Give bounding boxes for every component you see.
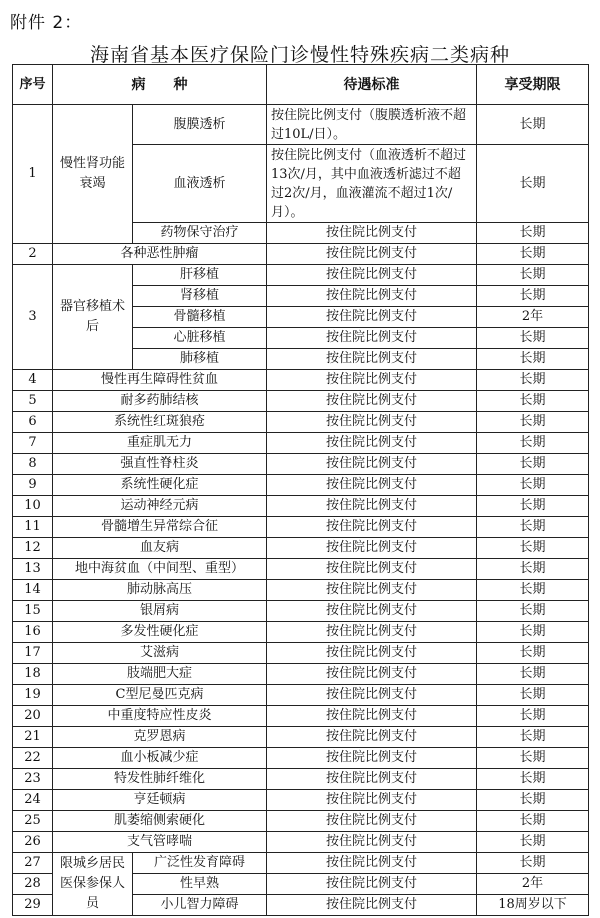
row-standard: 按住院比例支付 — [267, 685, 477, 706]
row-standard: 按住院比例支付 — [267, 853, 477, 874]
row-period: 长期 — [477, 832, 589, 853]
row-seq: 4 — [13, 370, 53, 391]
row-standard: 按住院比例支付 — [267, 496, 477, 517]
row-period: 长期 — [477, 664, 589, 685]
row-name: 强直性脊柱炎 — [53, 454, 267, 475]
row-seq: 12 — [13, 538, 53, 559]
table-row — [13, 391, 589, 412]
table-row — [13, 706, 589, 727]
row-standard: 按住院比例支付（腹膜透析液不超过10L/日）。 — [267, 105, 477, 145]
row-name: 耐多药肺结核 — [53, 391, 267, 412]
row-standard: 按住院比例支付 — [267, 895, 477, 916]
row-standard: 按住院比例支付 — [267, 244, 477, 265]
table-row — [13, 853, 589, 874]
row-name: 系统性红斑狼疮 — [53, 412, 267, 433]
row-seq: 23 — [13, 769, 53, 790]
row-seq: 13 — [13, 559, 53, 580]
row-seq: 25 — [13, 811, 53, 832]
row-period: 长期 — [477, 105, 589, 145]
table-row — [13, 748, 589, 769]
table-row — [13, 769, 589, 790]
table-row — [13, 685, 589, 706]
row-name: 骨髓增生异常综合征 — [53, 517, 267, 538]
row-period: 长期 — [477, 145, 589, 223]
row-standard: 按住院比例支付 — [267, 727, 477, 748]
row-period: 长期 — [477, 433, 589, 454]
table-row — [13, 559, 589, 580]
table-row — [13, 622, 589, 643]
row-subname: 心脏移植 — [133, 328, 267, 349]
row-name: 克罗恩病 — [53, 727, 267, 748]
row-name: 多发性硬化症 — [53, 622, 267, 643]
table-row — [13, 496, 589, 517]
table-row — [13, 601, 589, 622]
row-period: 长期 — [477, 727, 589, 748]
row-standard: 按住院比例支付 — [267, 706, 477, 727]
row-name: 肢端肥大症 — [53, 664, 267, 685]
row-standard: 按住院比例支付 — [267, 433, 477, 454]
row-name: 运动神经元病 — [53, 496, 267, 517]
row-seq: 22 — [13, 748, 53, 769]
row-standard: 按住院比例支付 — [267, 475, 477, 496]
table-row — [13, 370, 589, 391]
row-standard: 按住院比例支付 — [267, 538, 477, 559]
row-period: 长期 — [477, 496, 589, 517]
row-seq: 17 — [13, 643, 53, 664]
header-standard: 待遇标准 — [267, 65, 477, 105]
row-period: 长期 — [477, 748, 589, 769]
table-row — [13, 475, 589, 496]
row-seq: 3 — [13, 265, 53, 370]
row-period: 长期 — [477, 643, 589, 664]
row-period: 长期 — [477, 601, 589, 622]
row-subname: 血液透析 — [133, 145, 267, 223]
header-period: 享受期限 — [477, 65, 589, 105]
row-seq: 24 — [13, 790, 53, 811]
row-standard: 按住院比例支付 — [267, 328, 477, 349]
table-row — [13, 580, 589, 601]
table-row — [13, 433, 589, 454]
row-period: 2年 — [477, 307, 589, 328]
table-row — [13, 105, 589, 145]
row-name: 肺动脉高压 — [53, 580, 267, 601]
row-seq: 28 — [13, 874, 53, 895]
row-standard: 按住院比例支付 — [267, 622, 477, 643]
row-subname: 肺移植 — [133, 349, 267, 370]
row-seq: 18 — [13, 664, 53, 685]
row-seq: 2 — [13, 244, 53, 265]
row-seq: 21 — [13, 727, 53, 748]
row-standard: 按住院比例支付（血液透析不超过13次/月，其中血液透析滤过不超过2次/月，血液灌流不超过1次/月）。 — [267, 145, 477, 223]
row-period: 长期 — [477, 517, 589, 538]
row-period: 长期 — [477, 811, 589, 832]
row-subname: 广泛性发育障碍 — [133, 853, 267, 874]
row-subname: 药物保守治疗 — [133, 223, 267, 244]
row-seq: 27 — [13, 853, 53, 874]
row-seq: 19 — [13, 685, 53, 706]
row-standard: 按住院比例支付 — [267, 580, 477, 601]
row-seq: 20 — [13, 706, 53, 727]
table-row — [13, 265, 589, 286]
row-period: 长期 — [477, 622, 589, 643]
document-title: 海南省基本医疗保险门诊慢性特殊疾病二类病种 — [89, 44, 510, 66]
row-group: 慢性肾功能衰竭 — [53, 105, 133, 244]
row-standard: 按住院比例支付 — [267, 769, 477, 790]
table-row — [13, 244, 589, 265]
row-period: 长期 — [477, 244, 589, 265]
table-row — [13, 538, 589, 559]
row-name: 各种恶性肿瘤 — [53, 244, 267, 265]
row-name: 慢性再生障碍性贫血 — [53, 370, 267, 391]
row-seq: 14 — [13, 580, 53, 601]
row-standard: 按住院比例支付 — [267, 874, 477, 895]
row-standard: 按住院比例支付 — [267, 559, 477, 580]
row-period: 长期 — [477, 265, 589, 286]
row-period: 18周岁以下 — [477, 895, 589, 916]
row-name: 地中海贫血（中间型、重型） — [53, 559, 267, 580]
row-subname: 小儿智力障碍 — [133, 895, 267, 916]
row-seq: 26 — [13, 832, 53, 853]
row-period: 长期 — [477, 706, 589, 727]
row-seq: 15 — [13, 601, 53, 622]
row-period: 长期 — [477, 328, 589, 349]
row-standard: 按住院比例支付 — [267, 748, 477, 769]
row-seq: 29 — [13, 895, 53, 916]
row-period: 长期 — [477, 853, 589, 874]
annex-label: 附件 2： — [10, 13, 83, 33]
row-group: 限城乡居民医保参保人员 — [53, 853, 133, 916]
row-seq: 11 — [13, 517, 53, 538]
row-standard: 按住院比例支付 — [267, 643, 477, 664]
table-row — [13, 727, 589, 748]
table-row — [13, 811, 589, 832]
row-standard: 按住院比例支付 — [267, 370, 477, 391]
row-period: 长期 — [477, 412, 589, 433]
row-standard: 按住院比例支付 — [267, 517, 477, 538]
row-name: 特发性肺纤维化 — [53, 769, 267, 790]
row-seq: 10 — [13, 496, 53, 517]
row-name: 系统性硬化症 — [53, 475, 267, 496]
row-period: 长期 — [477, 349, 589, 370]
row-name: 艾滋病 — [53, 643, 267, 664]
row-name: 血小板减少症 — [53, 748, 267, 769]
row-period: 2年 — [477, 874, 589, 895]
row-standard: 按住院比例支付 — [267, 391, 477, 412]
row-subname: 骨髓移植 — [133, 307, 267, 328]
row-seq: 8 — [13, 454, 53, 475]
row-standard: 按住院比例支付 — [267, 349, 477, 370]
row-name: 中重度特应性皮炎 — [53, 706, 267, 727]
row-name: C型尼曼匹克病 — [53, 685, 267, 706]
row-name: 支气管哮喘 — [53, 832, 267, 853]
row-standard: 按住院比例支付 — [267, 265, 477, 286]
header-seq: 序号 — [13, 65, 53, 105]
row-period: 长期 — [477, 790, 589, 811]
row-group: 器官移植术后 — [53, 265, 133, 370]
row-standard: 按住院比例支付 — [267, 811, 477, 832]
row-standard: 按住院比例支付 — [267, 286, 477, 307]
disease-table — [12, 64, 589, 916]
row-period: 长期 — [477, 370, 589, 391]
row-standard: 按住院比例支付 — [267, 664, 477, 685]
row-period: 长期 — [477, 223, 589, 244]
row-seq: 5 — [13, 391, 53, 412]
row-name: 亨廷顿病 — [53, 790, 267, 811]
row-name: 银屑病 — [53, 601, 267, 622]
table-row — [13, 664, 589, 685]
row-standard: 按住院比例支付 — [267, 601, 477, 622]
row-standard: 按住院比例支付 — [267, 454, 477, 475]
row-period: 长期 — [477, 580, 589, 601]
row-name: 血友病 — [53, 538, 267, 559]
row-standard: 按住院比例支付 — [267, 307, 477, 328]
row-subname: 性早熟 — [133, 874, 267, 895]
row-subname: 肝移植 — [133, 265, 267, 286]
row-seq: 7 — [13, 433, 53, 454]
row-period: 长期 — [477, 286, 589, 307]
row-period: 长期 — [477, 538, 589, 559]
row-standard: 按住院比例支付 — [267, 790, 477, 811]
row-standard: 按住院比例支付 — [267, 832, 477, 853]
row-seq: 1 — [13, 105, 53, 244]
row-period: 长期 — [477, 391, 589, 412]
row-period: 长期 — [477, 685, 589, 706]
row-seq: 16 — [13, 622, 53, 643]
row-subname: 腹膜透析 — [133, 105, 267, 145]
row-seq: 6 — [13, 412, 53, 433]
header-disease: 病 种 — [53, 65, 267, 105]
row-period: 长期 — [477, 769, 589, 790]
table-row — [13, 832, 589, 853]
row-period: 长期 — [477, 475, 589, 496]
row-subname: 肾移植 — [133, 286, 267, 307]
table-row — [13, 517, 589, 538]
row-name: 肌萎缩侧索硬化 — [53, 811, 267, 832]
table-row — [13, 643, 589, 664]
row-period: 长期 — [477, 454, 589, 475]
table-row — [13, 412, 589, 433]
row-name: 重症肌无力 — [53, 433, 267, 454]
row-standard: 按住院比例支付 — [267, 412, 477, 433]
table-row — [13, 454, 589, 475]
row-standard: 按住院比例支付 — [267, 223, 477, 244]
row-period: 长期 — [477, 559, 589, 580]
row-seq: 9 — [13, 475, 53, 496]
table-row — [13, 790, 589, 811]
